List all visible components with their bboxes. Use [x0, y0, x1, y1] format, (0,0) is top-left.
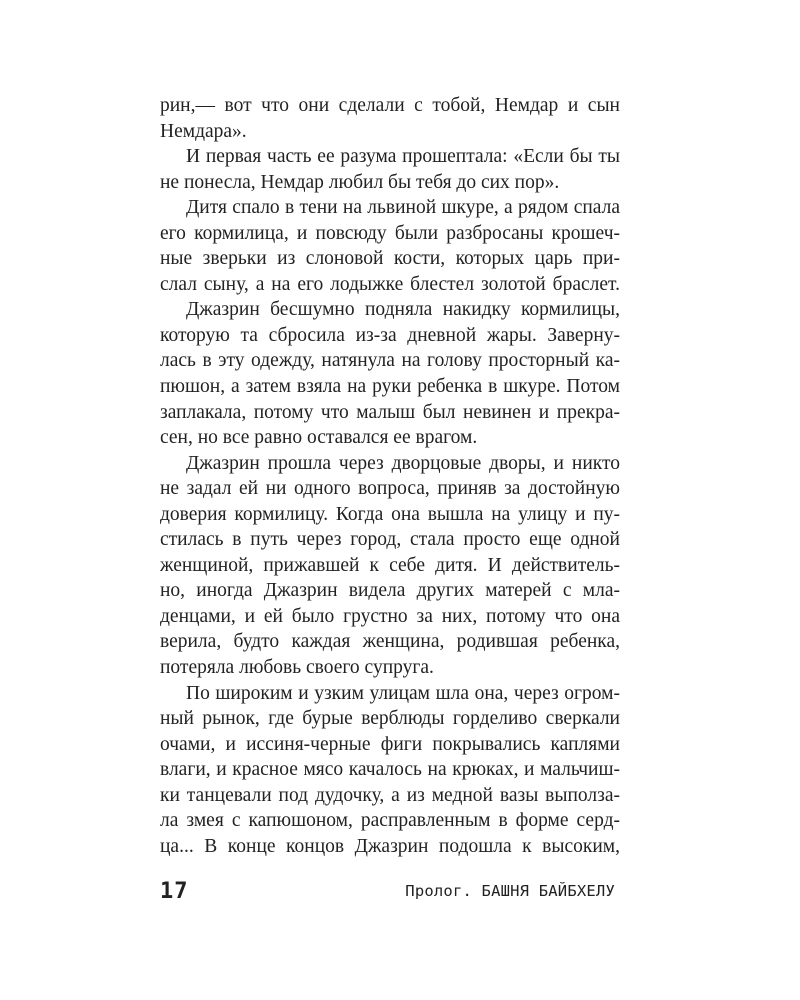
page-footer	[160, 879, 615, 909]
text-line: которую та сбросила из-за дневной жары. Заверну-	[160, 324, 620, 346]
page-number: 17	[160, 879, 189, 904]
text-line: денцами, и ей было грустно за них, потому что она	[160, 605, 620, 627]
text-line: рин,— вот что они сделали с тобой, Немдар и сын	[160, 95, 620, 116]
text-line: По широким и узким улицам шла она, через огром-	[186, 682, 620, 704]
text-line: ца... В конце концов Джазрин подошла к высоким,	[160, 835, 620, 857]
text-line: Джазрин бесшумно подняла накидку кормилицы,	[186, 299, 620, 321]
text-line: влаги, и красное мясо качалось на крюках, и мальчиш-	[160, 759, 620, 781]
text-line: сен, но все равно оставался ее врагом.	[160, 427, 478, 449]
text-line: верила, будто каждая женщина, родившая ребенка,	[160, 631, 620, 653]
text-line: ные зверьки из слоновой кости, которых царь при-	[160, 248, 620, 270]
text-line: лась в эту одежду, натянула на голову просторный ка-	[160, 350, 620, 372]
text-line: стилась в путь через город, стала просто еще одной	[160, 529, 620, 551]
text-line: ки танцевали под дудочку, а из медной вазы выполза-	[160, 784, 620, 806]
text-line: Джазрин прошла через дворцовые дворы, и никто	[186, 452, 620, 474]
text-line: не понесла, Немдар любил бы тебя до сих пор».	[160, 171, 560, 193]
text-line: женщиной, прижавшей к себе дитя. И действитель-	[160, 554, 620, 576]
text-line: доверия кормилицу. Когда она вышла на улицу и пу-	[160, 503, 620, 525]
body-text	[160, 93, 620, 859]
text-line: Немдара».	[160, 120, 247, 142]
text-line: слал сыну, а на его лодыжке блестел золотой браслет.	[160, 273, 620, 295]
text-line: ный рынок, где бурые верблюды горделиво сверкали	[160, 708, 620, 730]
text-line: его кормилица, и повсюду были разбросаны крошеч-	[160, 222, 620, 244]
text-line: очами, и иссиня-черные фиги покрывались каплями	[160, 733, 620, 755]
text-line: ла змея с капюшоном, расправленным в форме серд-	[160, 810, 620, 832]
text-line: потеряла любовь своего супруга.	[160, 657, 434, 679]
text-line: И первая часть ее разума прошептала: «Если бы ты	[186, 146, 620, 168]
text-line: пюшон, а затем взяла на руки ребенка в шкуре. Потом	[160, 376, 620, 398]
text-line: Дитя спало в тени на львиной шкуре, а рядом спала	[186, 197, 620, 219]
text-line: не задал ей ни одного вопроса, приняв за достойную	[160, 478, 620, 500]
text-line: заплакала, потому что малыш был невинен и прекра-	[160, 401, 620, 423]
text-line: но, иногда Джазрин видела других матерей с мла-	[160, 580, 620, 602]
running-head: Пролог. БАШНЯ БАЙБХЕЛУ	[405, 882, 615, 900]
